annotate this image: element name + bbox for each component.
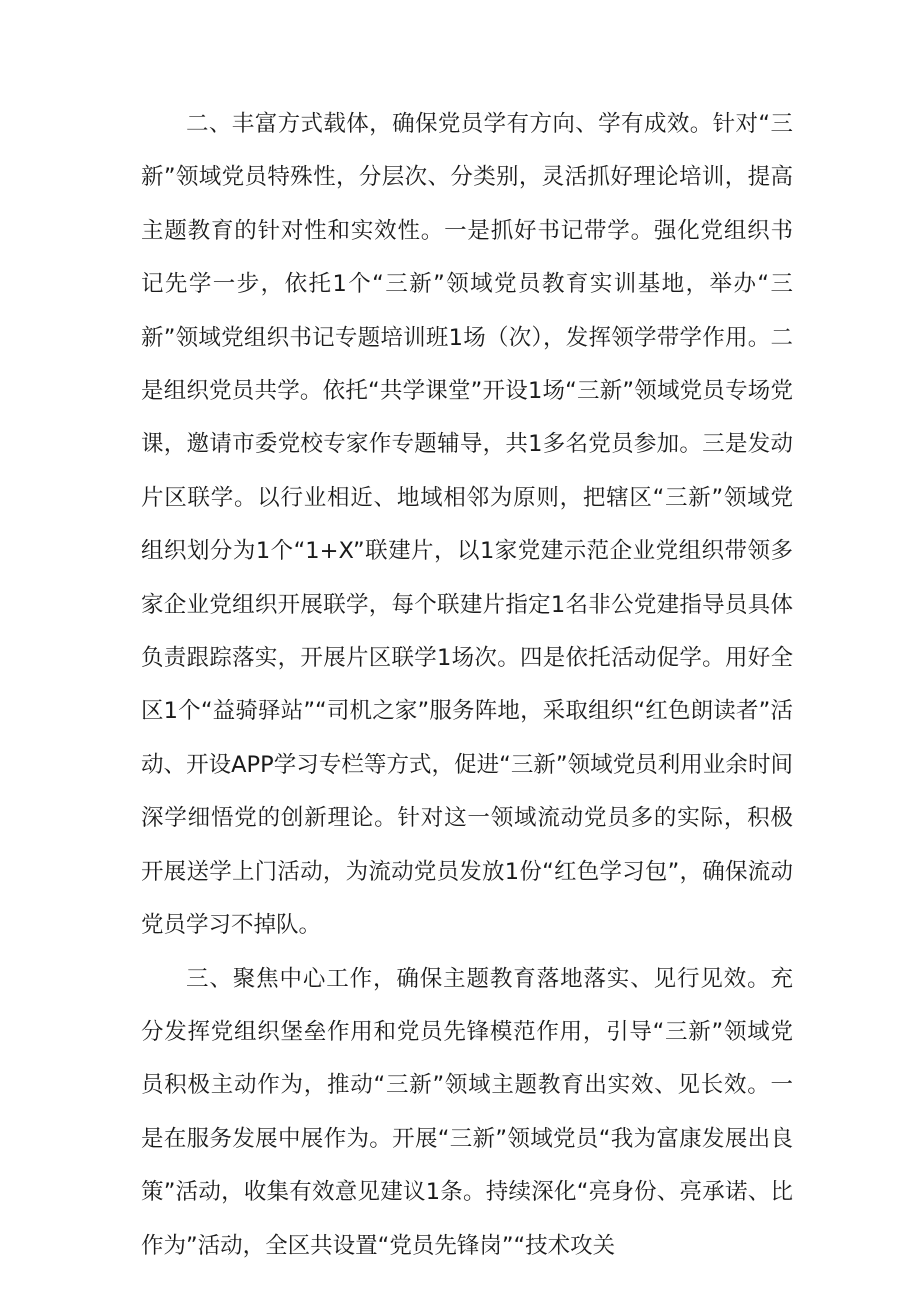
paragraph-section-two: 二、丰富方式载体，确保党员学有方向、学有成效。针对“三新”领域党员特殊性，分层次、分类别，灵活抓好理论培训，提高主题教育的针对性和实效性。一是抓好书记带学。强化党组织书记先学一步，依托1个“三新”领域党员教育实训基地，举办“三新”领域党组织书记专题培训班1场（次），发挥领学带学作用。二是组织党员共学。依托“共学课堂”开设1场“三新”领域党员专场党课，邀请市委党校专家作专题辅导，共1多名党员参加。三是发动片区联学。以行业相近、地域相邻为原则，把辖区“三新”领域党组织划分为1个“1+X”联建片，以1家党建示范企业党组织带领多家企业党组织开展联学，每个联建片指定1名非公党建指导员具体负责跟踪落实，开展片区联学1场次。四是依托活动促学。用好全区1个“益骑驿站”“司机之家”服务阵地，采取组织“红色朗读者”活动、开设APP学习专栏等方式，促进“三新”领域党员利用业余时间深学细悟党的创新理论。针对这一领域流动党员多的实际，积极开展送学上门活动，为流动党员发放1份“红色学习包”，确保流动党员学习不掉队。 xyxy=(141,111,793,939)
paragraph-section-three: 三、聚焦中心工作，确保主题教育落地落实、见行见效。充分发挥党组织堡垒作用和党员先锋模范作用，引导“三新”领域党员积极主动作为，推动“三新”领域主题教育出实效、见长效。一是在服务发展中展作为。开展“三新”领域党员“我为富康发展出良策”活动，收集有效意见建议1条。持续深化“亮身份、亮承诺、比作为”活动，全区共设置“党员先锋岗”“技术攻关 xyxy=(141,965,793,1259)
document-body xyxy=(141,98,793,1273)
